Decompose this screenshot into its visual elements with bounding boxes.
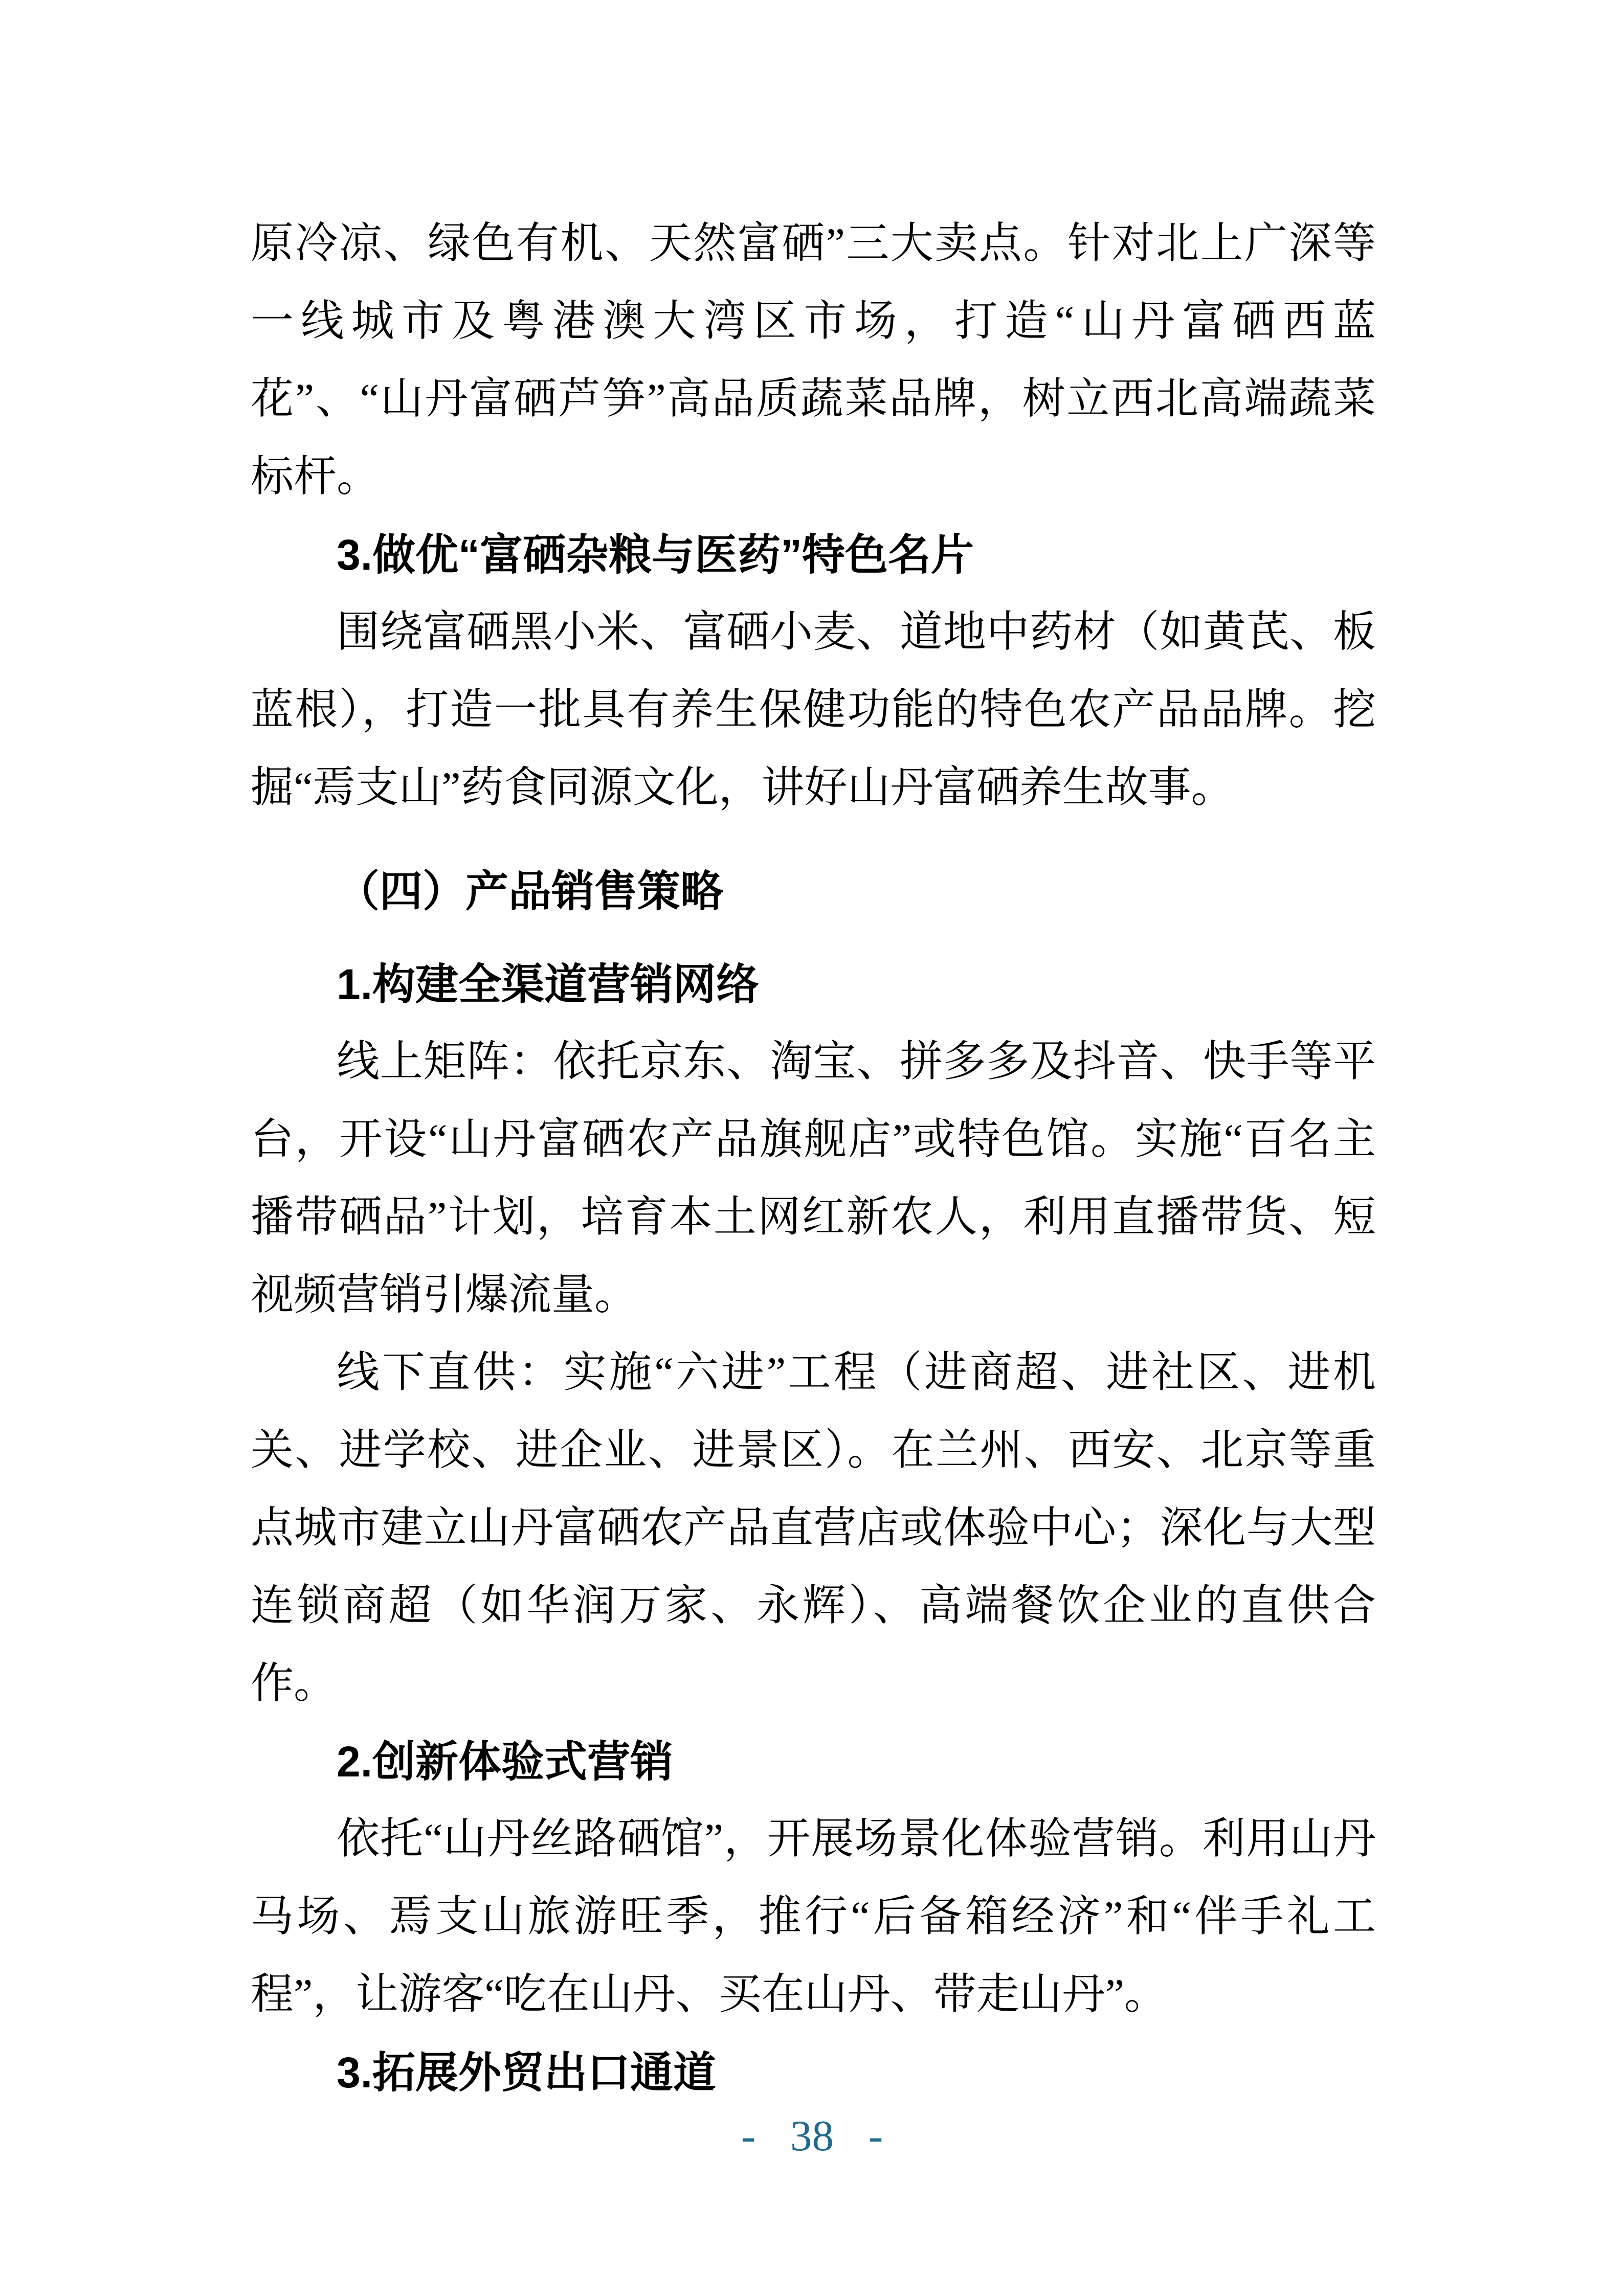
heading-omnichannel-network: 1.构建全渠道营销网络 (337, 960, 760, 1008)
paragraph-offline-supply: 线下直供：实施“六进”工程（进商超、进社区、进机关、进学校、进企业、进景区）。在兰州、西安、北京等重点城市建立山丹富硒农产品直营店或体验中心；深化与大型连锁商超（如华润万家、永辉）、高端餐饮企业的直供合作。 (251, 1349, 1376, 1707)
carryover-paragraph: 原冷凉、绿色有机、天然富硒”三大卖点。针对北上广深等一线城市及粤港澳大湾区市场，打造“山丹富硒西蓝花”、“山丹富硒芦笋”高品质蔬菜品牌，树立西北高端蔬菜标杆。 (251, 220, 1376, 501)
heading-selenium-grain-card: 3.做优“富硒杂粮与医药”特色名片 (337, 531, 974, 579)
heading-experiential-marketing: 2.创新体验式营销 (337, 1738, 674, 1786)
section-heading-product-sales-strategy: （四）产品销售策略 (337, 867, 724, 915)
paragraph-selenium-grain: 围绕富硒黑小米、富硒小麦、道地中药材（如黄芪、板蓝根），打造一批具有养生保健功能的特色农产品品牌。挖掘“焉支山”药食同源文化，讲好山丹富硒养生故事。 (251, 609, 1376, 812)
paragraph-online-matrix: 线上矩阵：依托京东、淘宝、拼多多及抖音、快手等平台，开设“山丹富硒农产品旗舰店”或特色馆。实施“百名主播带硒品”计划，培育本土网红新农人，利用直播带货、短视频营销引爆流量。 (251, 1038, 1376, 1319)
paragraph-experiential-marketing: 依托“山丹丝路硒馆”，开展场景化体验营销。利用山丹马场、焉支山旅游旺季，推行“后备箱经济”和“伴手礼工程”，让游客“吃在山丹、买在山丹、带走山丹”。 (251, 1815, 1376, 2018)
page-number: - 38 - (741, 2112, 883, 2160)
heading-export-channel: 3.拓展外贸出口通道 (337, 2049, 717, 2097)
document-body (251, 205, 1376, 2111)
